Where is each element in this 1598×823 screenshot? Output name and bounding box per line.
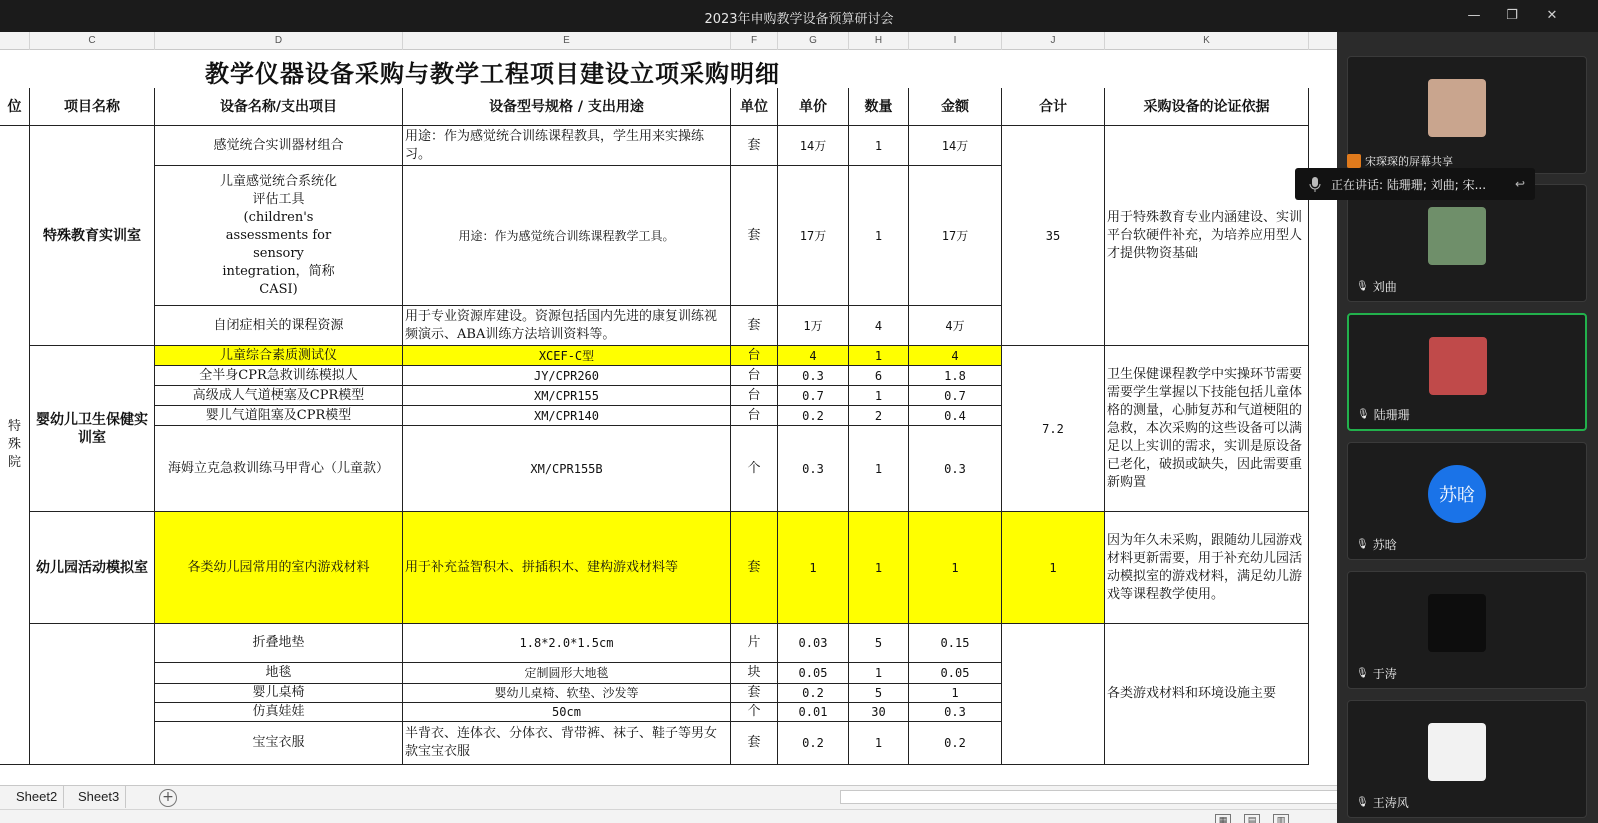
data-grid[interactable] <box>0 32 1366 823</box>
mic-icon: 🎙 <box>1356 668 1369 679</box>
horizontal-scrollbar[interactable] <box>840 790 1340 804</box>
title-bar <box>0 0 1598 32</box>
unit-cell[interactable]: 套 <box>731 166 778 306</box>
device-name[interactable]: 儿童感觉统合系统化 评估工具 (children's assessments for sensory integration，简称 CASI) <box>155 166 403 306</box>
unit-cell[interactable]: 片 <box>731 624 778 663</box>
reply-icon[interactable]: ↩ <box>1514 177 1525 191</box>
device-spec[interactable]: 婴幼儿桌椅、软垫、沙发等 <box>403 684 731 703</box>
unit-cell[interactable]: 套 <box>731 512 778 624</box>
participant-avatar <box>1429 337 1487 395</box>
header-spec[interactable]: 设备型号规格 / 支出用途 <box>403 88 731 126</box>
device-spec[interactable]: 1.8*2.0*1.5cm <box>403 624 731 663</box>
unit-cell[interactable]: 套 <box>731 306 778 346</box>
device-spec[interactable]: 半背衣、连体衣、分体衣、背带裤、袜子、鞋子等男女款宝宝衣服 <box>403 722 731 765</box>
header-pos[interactable]: 位 <box>0 88 30 126</box>
device-spec[interactable]: XCEF-C型 <box>403 346 731 366</box>
participant-card[interactable] <box>1347 571 1587 689</box>
page-layout-icon[interactable]: ▤ <box>1244 814 1260 823</box>
header-unit[interactable]: 单位 <box>731 88 778 126</box>
participant-card[interactable] <box>1347 700 1587 818</box>
price-cell[interactable]: 0.3 <box>778 366 849 386</box>
device-spec[interactable]: 用途：作为感觉统合训练课程教具，学生用来实操练习。 <box>403 126 731 166</box>
price-cell[interactable]: 4 <box>778 346 849 366</box>
amount-cell[interactable]: 4万 <box>909 306 1002 346</box>
device-name[interactable]: 自闭症相关的课程资源 <box>155 306 403 346</box>
price-cell[interactable]: 0.01 <box>778 703 849 722</box>
amount-cell[interactable]: 0.05 <box>909 663 1002 684</box>
qty-cell[interactable]: 5 <box>849 624 909 663</box>
participant-name <box>1357 406 1410 423</box>
group-basis[interactable]: 因为年久未采购，跟随幼儿园游戏材料更新需要，用于补充幼儿园活动模拟室的游戏材料，满足幼儿游戏等课程教学使用。 <box>1105 512 1309 624</box>
unit-cell[interactable]: 台 <box>731 346 778 366</box>
project-name[interactable]: 幼儿园活动模拟室 <box>30 512 155 624</box>
column-letter[interactable]: G <box>778 32 849 50</box>
device-spec[interactable]: XM/CPR155 <box>403 386 731 406</box>
column-letter[interactable]: K <box>1105 32 1309 50</box>
unit-cell[interactable]: 套 <box>731 126 778 166</box>
column-letter[interactable]: H <box>849 32 909 50</box>
group-total[interactable]: 7.2 <box>1002 346 1105 512</box>
amount-cell[interactable]: 0.3 <box>909 426 1002 512</box>
qty-cell[interactable]: 2 <box>849 406 909 426</box>
amount-cell[interactable]: 14万 <box>909 126 1002 166</box>
qty-cell[interactable]: 1 <box>849 663 909 684</box>
page-break-icon[interactable]: ▥ <box>1273 814 1289 823</box>
mic-icon <box>1305 174 1325 194</box>
column-letter[interactable]: C <box>30 32 155 50</box>
device-name[interactable]: 各类幼儿园常用的室内游戏材料 <box>155 512 403 624</box>
device-name[interactable]: 全半身CPR急救训练模拟人 <box>155 366 403 386</box>
participant-avatar <box>1428 207 1486 265</box>
device-name[interactable]: 折叠地垫 <box>155 624 403 663</box>
normal-view-icon[interactable]: ▦ <box>1215 814 1231 823</box>
qty-cell[interactable]: 6 <box>849 366 909 386</box>
unit-cell[interactable]: 套 <box>731 722 778 765</box>
add-sheet-button[interactable]: + <box>159 789 177 807</box>
column-letter[interactable]: J <box>1002 32 1105 50</box>
participant-avatar: 苏晗 <box>1428 465 1486 523</box>
share-icon <box>1347 154 1361 168</box>
unit-cell[interactable]: 台 <box>731 386 778 406</box>
participant-name-text: 苏晗 <box>1372 538 1397 552</box>
left-column[interactable]: 特殊 院 <box>0 126 30 765</box>
header-price[interactable]: 单价 <box>778 88 849 126</box>
device-spec[interactable]: 用途：作为感觉统合训练课程教学工具。 <box>403 166 731 306</box>
speaking-indicator <box>1295 168 1535 200</box>
header-qty[interactable]: 数量 <box>849 88 909 126</box>
column-letter[interactable]: D <box>155 32 403 50</box>
participant-avatar <box>1428 79 1486 137</box>
group-basis[interactable]: 各类游戏材料和环境设施主要 <box>1105 624 1309 765</box>
amount-cell[interactable]: 1 <box>909 512 1002 624</box>
participant-name <box>1356 536 1397 553</box>
price-cell[interactable]: 0.03 <box>778 624 849 663</box>
status-bar <box>0 809 1366 823</box>
sheet-tabs-bar <box>0 785 1366 809</box>
participant-name <box>1356 794 1409 811</box>
device-name[interactable]: 宝宝衣服 <box>155 722 403 765</box>
unit-cell[interactable]: 台 <box>731 366 778 386</box>
restore-icon[interactable]: ❐ <box>1506 8 1518 23</box>
column-letter[interactable]: I <box>909 32 1002 50</box>
group-total[interactable] <box>1002 624 1105 765</box>
qty-cell[interactable]: 4 <box>849 306 909 346</box>
qty-cell[interactable]: 5 <box>849 684 909 703</box>
amount-cell[interactable]: 4 <box>909 346 1002 366</box>
device-spec[interactable]: JY/CPR260 <box>403 366 731 386</box>
device-spec[interactable]: 用于专业资源库建设。资源包括国内先进的康复训练视频演示、ABA训练方法培训资料等。 <box>403 306 731 346</box>
amount-cell[interactable]: 1 <box>909 684 1002 703</box>
participant-name <box>1356 278 1397 295</box>
column-letter[interactable]: F <box>731 32 778 50</box>
group-total[interactable]: 1 <box>1002 512 1105 624</box>
price-cell[interactable]: 0.2 <box>778 722 849 765</box>
participant-name <box>1356 665 1397 682</box>
amount-cell[interactable]: 1.8 <box>909 366 1002 386</box>
price-cell[interactable]: 0.05 <box>778 663 849 684</box>
mic-icon: 🎙 <box>1356 797 1369 808</box>
price-cell[interactable]: 14万 <box>778 126 849 166</box>
device-name[interactable]: 高级成人气道梗塞及CPR模型 <box>155 386 403 406</box>
participant-name-text: 于涛 <box>1372 667 1397 681</box>
unit-cell[interactable]: 个 <box>731 426 778 512</box>
device-name[interactable]: 仿真娃娃 <box>155 703 403 722</box>
price-cell[interactable]: 1万 <box>778 306 849 346</box>
price-cell[interactable]: 0.2 <box>778 406 849 426</box>
project-name[interactable]: 特殊教育实训室 <box>30 126 155 346</box>
device-name[interactable]: 婴儿气道阻塞及CPR模型 <box>155 406 403 426</box>
amount-cell[interactable]: 17万 <box>909 166 1002 306</box>
device-spec[interactable]: XM/CPR155B <box>403 426 731 512</box>
column-letter[interactable]: E <box>403 32 731 50</box>
spreadsheet[interactable] <box>0 32 1366 823</box>
device-name[interactable]: 海姆立克急救训练马甲背心（儿童款） <box>155 426 403 512</box>
project-name[interactable]: 婴幼儿卫生保健实训室 <box>30 346 155 512</box>
close-icon[interactable]: ✕ <box>1546 8 1558 23</box>
mic-icon: 🎙 <box>1357 409 1370 420</box>
sheet-tab-sheet2[interactable]: Sheet2 <box>10 786 64 808</box>
device-spec[interactable]: 用于补充益智积木、拼插积木、建构游戏材料等 <box>403 512 731 624</box>
qty-cell[interactable]: 1 <box>849 166 909 306</box>
header-project[interactable]: 项目名称 <box>30 88 155 126</box>
price-cell[interactable]: 17万 <box>778 166 849 306</box>
qty-cell[interactable]: 1 <box>849 126 909 166</box>
unit-cell[interactable]: 个 <box>731 703 778 722</box>
participants-panel <box>1337 32 1598 823</box>
device-name[interactable]: 感觉统合实训器材组合 <box>155 126 403 166</box>
header-basis[interactable]: 采购设备的论证依据 <box>1105 88 1309 126</box>
amount-cell[interactable]: 0.7 <box>909 386 1002 406</box>
device-name[interactable]: 儿童综合素质测试仪 <box>155 346 403 366</box>
unit-cell[interactable]: 台 <box>731 406 778 426</box>
project-name[interactable] <box>30 624 155 765</box>
device-name[interactable]: 婴儿桌椅 <box>155 684 403 703</box>
participant-avatar <box>1428 594 1486 652</box>
participant-name-text: 刘曲 <box>1372 280 1397 294</box>
qty-cell[interactable]: 1 <box>849 512 909 624</box>
header-amount[interactable]: 金额 <box>909 88 1002 126</box>
qty-cell[interactable]: 1 <box>849 426 909 512</box>
participant-card[interactable] <box>1347 313 1587 431</box>
minimize-icon[interactable]: — <box>1467 8 1481 23</box>
amount-cell[interactable]: 0.3 <box>909 703 1002 722</box>
mic-icon: 🎙 <box>1356 539 1369 550</box>
participant-avatar <box>1428 723 1486 781</box>
group-basis[interactable]: 卫生保健课程教学中实操环节需要需要学生掌握以下技能包括儿童体格的测量，心肺复苏和气道梗阻的急救，本次采购的这些设备可以满足以上实训的需求，实训是原设备已老化，破损或缺失，因此需要重新购置 <box>1105 346 1309 512</box>
amount-cell[interactable]: 0.4 <box>909 406 1002 426</box>
participant-card[interactable] <box>1347 184 1587 302</box>
unit-cell[interactable]: 套 <box>731 684 778 703</box>
price-cell[interactable]: 0.3 <box>778 426 849 512</box>
sheet-title: 教学仪器设备采购与教学工程项目建设立项采购明细 <box>205 59 780 88</box>
sheet-tab-sheet3[interactable]: Sheet3 <box>72 786 126 808</box>
device-spec[interactable]: 50cm <box>403 703 731 722</box>
price-cell[interactable]: 0.7 <box>778 386 849 406</box>
participant-name-text: 陆珊珊 <box>1373 408 1410 422</box>
header-device[interactable]: 设备名称/支出项目 <box>155 88 403 126</box>
qty-cell[interactable]: 1 <box>849 722 909 765</box>
device-name[interactable]: 地毯 <box>155 663 403 684</box>
window-title: 2023年申购教学设备预算研讨会 <box>704 12 894 27</box>
participant-card[interactable] <box>1347 442 1587 560</box>
qty-cell[interactable]: 1 <box>849 346 909 366</box>
share-label: 宋琛琛的屏幕共享 <box>1365 155 1453 168</box>
participant-name-text: 王涛风 <box>1372 796 1409 810</box>
price-cell[interactable]: 0.2 <box>778 684 849 703</box>
mic-icon: 🎙 <box>1356 281 1369 292</box>
device-spec[interactable]: 定制圆形大地毯 <box>403 663 731 684</box>
amount-cell[interactable]: 0.2 <box>909 722 1002 765</box>
header-total[interactable]: 合计 <box>1002 88 1105 126</box>
speaking-text: 正在讲话: 陆珊珊; 刘曲; 宋... <box>1331 177 1487 192</box>
unit-cell[interactable]: 块 <box>731 663 778 684</box>
price-cell[interactable]: 1 <box>778 512 849 624</box>
group-basis[interactable]: 用于特殊教育专业内涵建设、实训平台软硬件补充，为培养应用型人才提供物资基础 <box>1105 126 1309 346</box>
device-spec[interactable]: XM/CPR140 <box>403 406 731 426</box>
amount-cell[interactable]: 0.15 <box>909 624 1002 663</box>
qty-cell[interactable]: 1 <box>849 386 909 406</box>
qty-cell[interactable]: 30 <box>849 703 909 722</box>
group-total[interactable]: 35 <box>1002 126 1105 346</box>
